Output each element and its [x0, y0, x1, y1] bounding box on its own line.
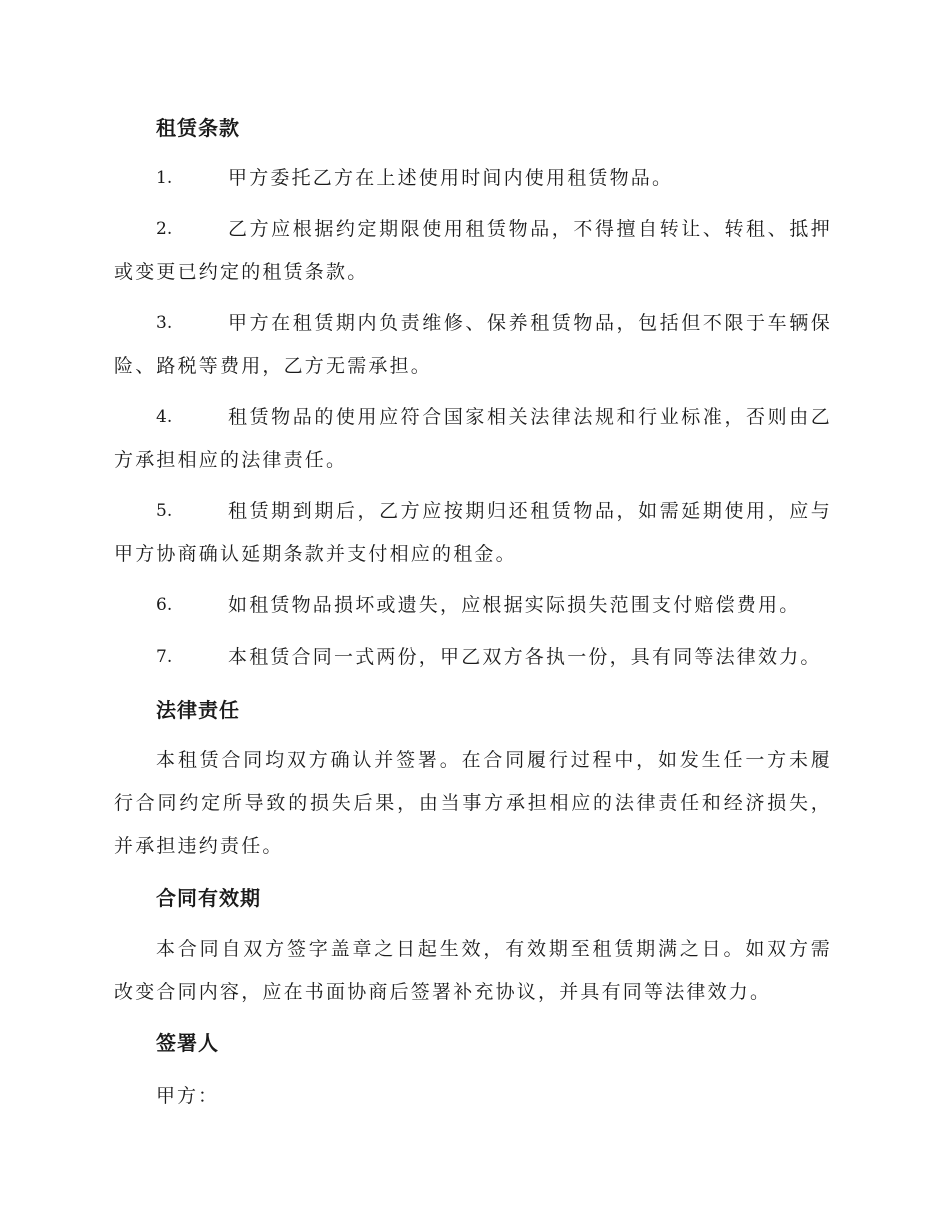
- list-item-number: 7.: [156, 647, 173, 667]
- list-item-text: 乙方应根据约定期限使用租赁物品，不得擅自转让、转租、抵押或变更已约定的租赁条款。: [114, 218, 832, 283]
- list-item-number: 6.: [156, 595, 173, 615]
- list-item-number: 5.: [156, 501, 173, 521]
- list-item-number: 3.: [156, 313, 173, 333]
- section-heading-validity: 合同有效期: [156, 886, 261, 910]
- paragraph-validity: 本合同自双方签字盖章之日起生效，有效期至租赁期满之日。如双方需改变合同内容，应在书面协商后签署补充协议，并具有同等法律效力。: [114, 938, 832, 1003]
- section-heading-lease-terms: 租赁条款: [156, 116, 240, 140]
- list-item: [114, 490, 832, 576]
- section-heading-signatories: 签署人: [156, 1031, 219, 1055]
- list-item-text: 租赁期到期后，乙方应按期归还租赁物品，如需延期使用，应与甲方协商确认延期条款并支付相应的租金。: [114, 500, 832, 565]
- list-item: [114, 302, 832, 388]
- list-item-text: 甲方委托乙方在上述使用时间内使用租赁物品。: [228, 167, 674, 189]
- list-item-text: 本租赁合同一式两份，甲乙双方各执一份，具有同等法律效力。: [228, 646, 822, 668]
- paragraph-legal-liability: 本租赁合同均双方确认并签署。在合同履行过程中，如发生任一方未履行合同约定所导致的损失后果，由当事方承担相应的法律责任和经济损失，并承担违约责任。: [114, 749, 832, 857]
- list-item: [114, 208, 832, 294]
- list-item: [114, 636, 832, 679]
- list-item-text: 甲方在租赁期内负责维修、保养租赁物品，包括但不限于车辆保险、路税等费用，乙方无需承担。: [114, 312, 832, 377]
- list-item: [114, 396, 832, 482]
- list-item-text: 租赁物品的使用应符合国家相关法律法规和行业标准，否则由乙方承担相应的法律责任。: [114, 406, 832, 471]
- list-item: [114, 584, 832, 627]
- list-item: [114, 157, 832, 200]
- list-item-number: 1.: [156, 168, 173, 188]
- list-item-number: 4.: [156, 407, 173, 427]
- list-item-text: 如租赁物品损坏或遗失，应根据实际损失范围支付赔偿费用。: [228, 594, 801, 616]
- list-item-number: 2.: [156, 219, 173, 239]
- signatory-party-a: 甲方：: [156, 1085, 220, 1107]
- section-heading-legal-liability: 法律责任: [156, 698, 240, 722]
